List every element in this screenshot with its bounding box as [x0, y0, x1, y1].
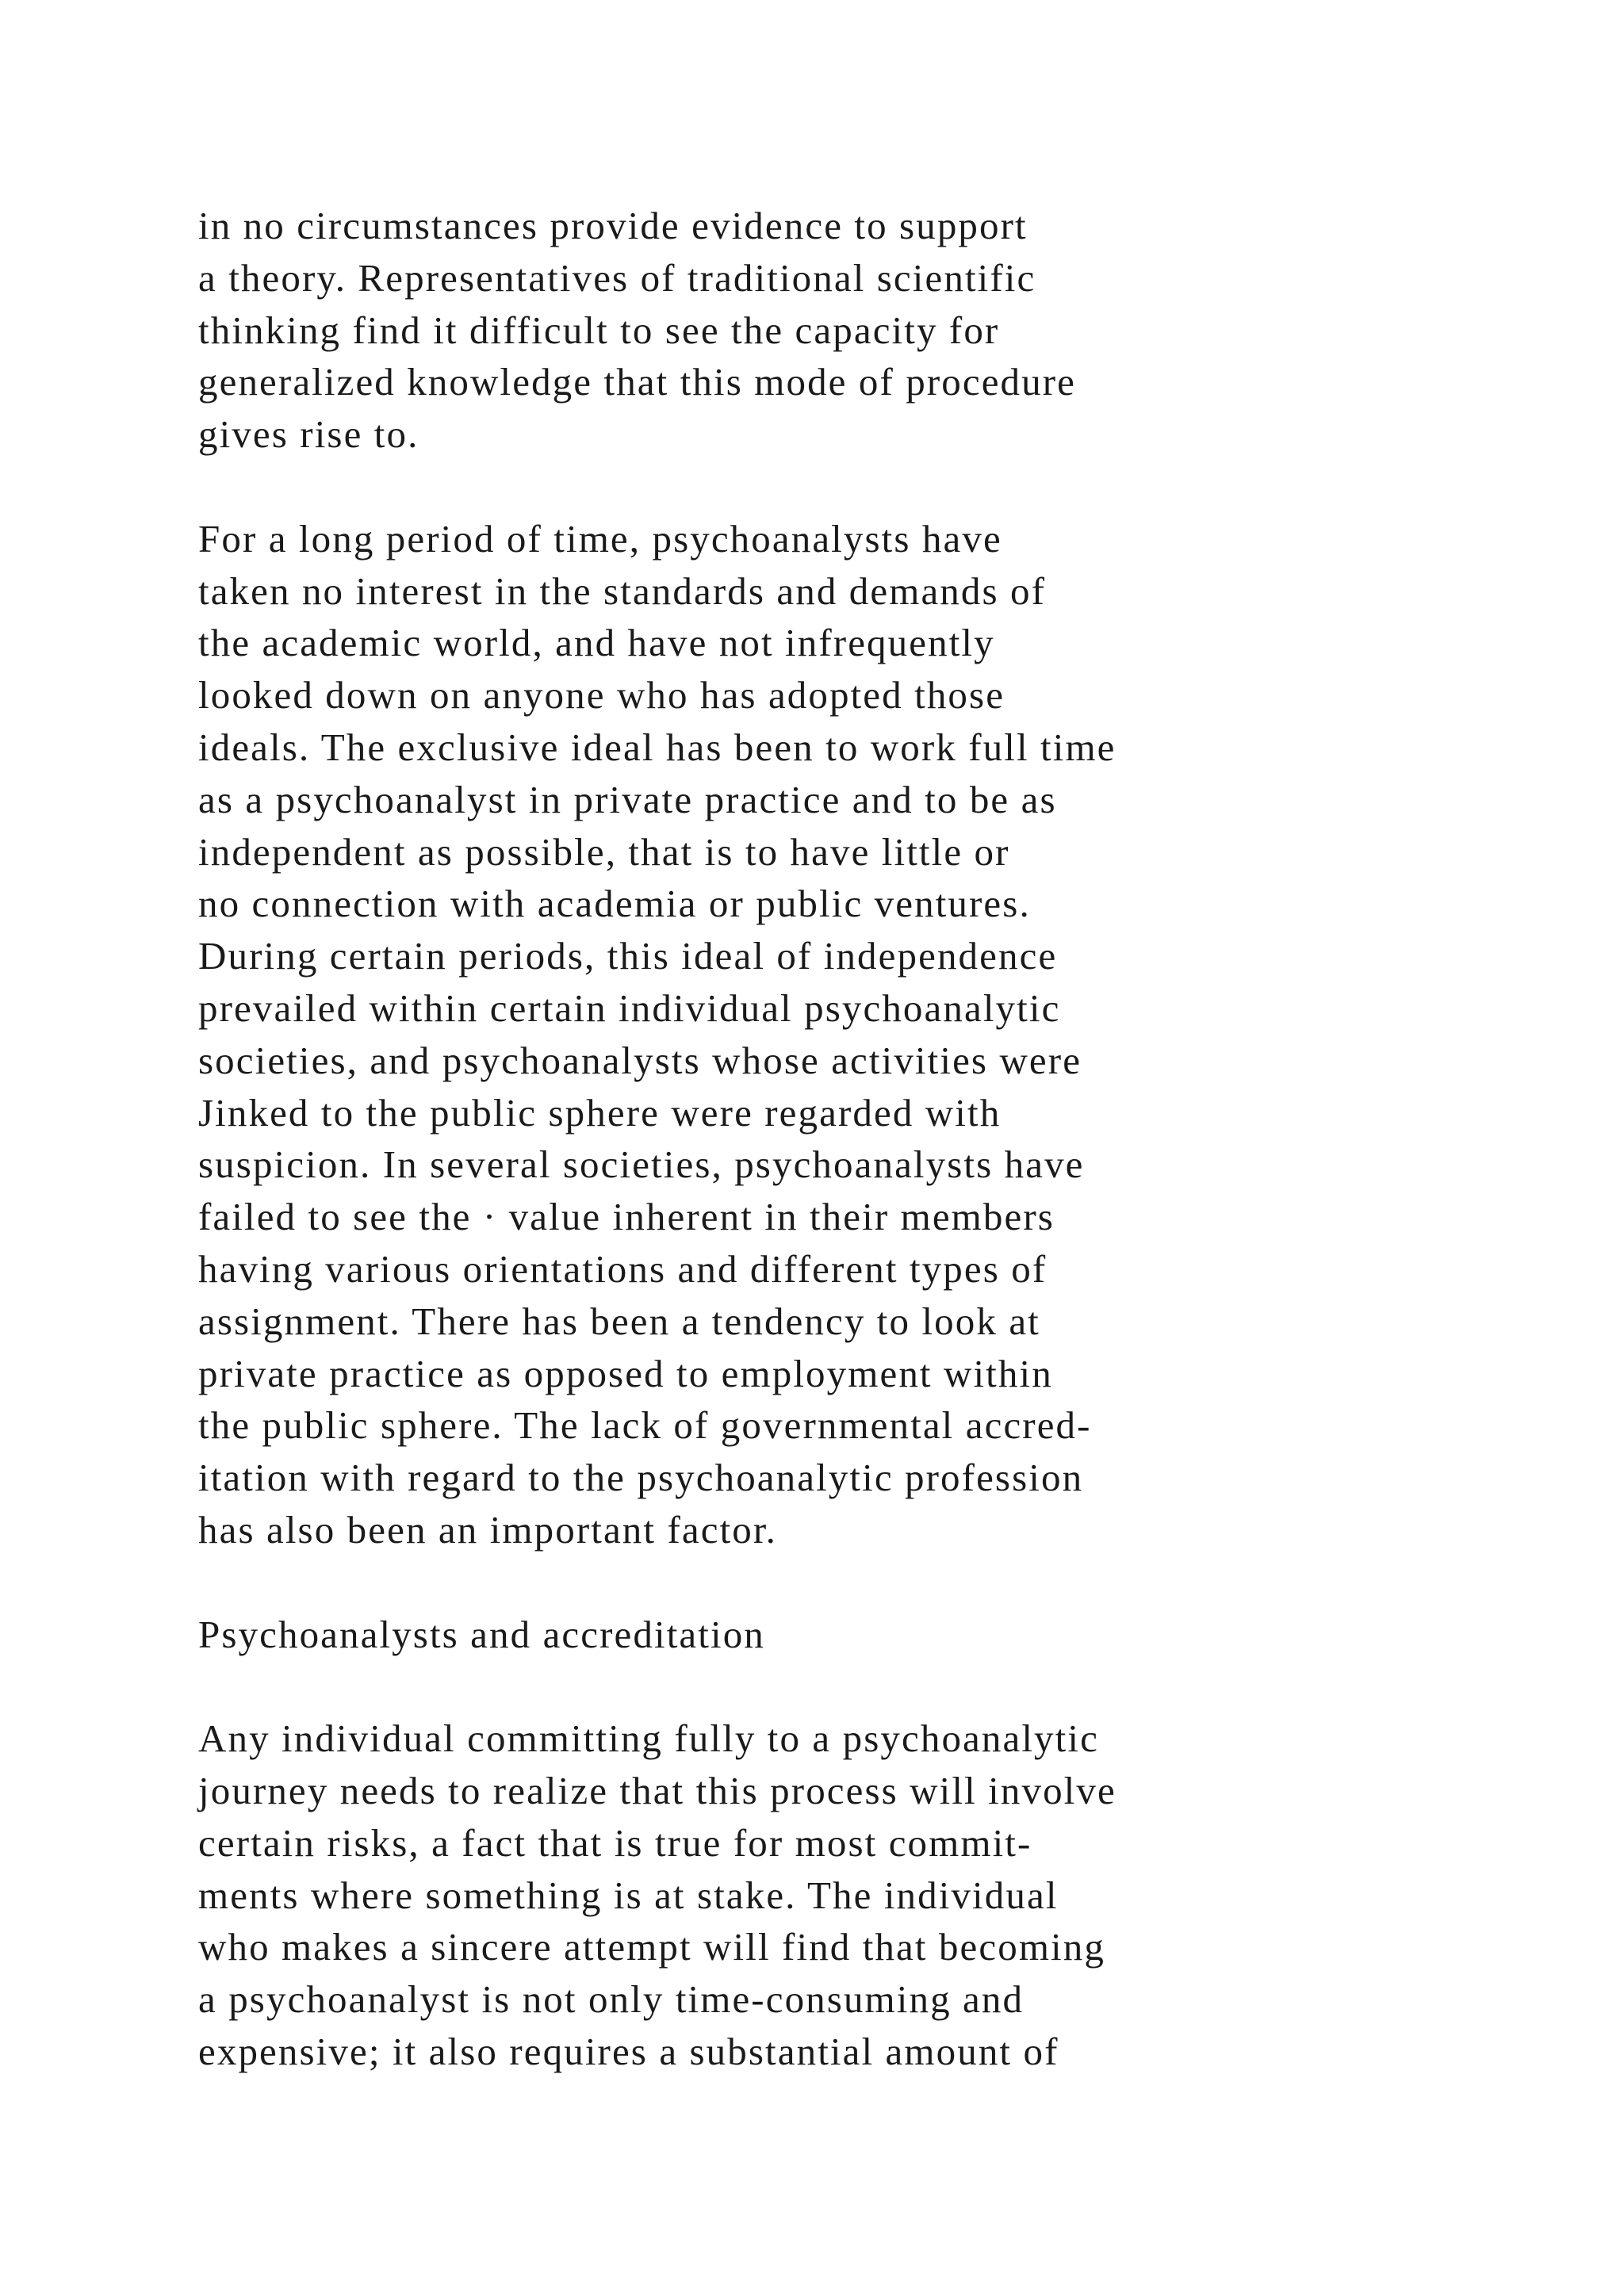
text-line: prevailed within certain individual psychoanalytic [198, 985, 1061, 1030]
text-line: in no circumstances provide evidence to support [198, 204, 1028, 247]
text-line: Any individual committing fully to a psychoanalytic [198, 1716, 1099, 1761]
section-heading: Psychoanalysts and accreditation [198, 1612, 765, 1656]
text-line: societies, and psychoanalysts whose activities were [198, 1038, 1082, 1082]
text-line: generalized knowledge that this mode of procedure [198, 360, 1077, 404]
paragraph [198, 1712, 1467, 2078]
text-line: taken no interest in the standards and demands of [198, 568, 1047, 613]
text-line: a theory. Representatives of traditional scientific [198, 255, 1036, 300]
text-line: During certain periods, this ideal of independence [198, 934, 1058, 978]
text-line: private practice as opposed to employment within [198, 1351, 1053, 1395]
text-line: the academic world, and have not infrequently [198, 621, 995, 665]
paragraph-gap [198, 461, 1467, 513]
text-line: ideals. The exclusive ideal has been to work full time [198, 725, 1116, 769]
text-line: thinking find it difficult to see the capacity for [198, 308, 1000, 352]
text-line: journey needs to realize that this process will involve [198, 1768, 1116, 1812]
text-line: suspicion. In several societies, psychoanalysts have [198, 1142, 1085, 1187]
text-line: failed to see the · value inherent in their members [198, 1195, 1055, 1239]
text-line: gives rise to. [198, 412, 419, 457]
text-line: looked down on anyone who has adopted those [198, 673, 1005, 718]
text-column [198, 200, 1467, 2078]
text-line: For a long period of time, psychoanalysts have [198, 516, 1002, 561]
text-line: assignment. There has been a tendency to look at [198, 1299, 1040, 1343]
text-line: a psychoanalyst is not only time-consuming and [198, 1977, 1025, 2022]
paragraph-gap [198, 1660, 1467, 1712]
text-line: Jinked to the public sphere were regarded with [198, 1090, 1002, 1135]
paragraph [198, 513, 1467, 1556]
text-line: itation with regard to the psychoanalytic profession [198, 1456, 1084, 1500]
text-line: the public sphere. The lack of governmental accred- [198, 1403, 1092, 1448]
text-line: ments where something is at stake. The individual [198, 1873, 1059, 1917]
text-line: independent as possible, that is to have little or [198, 829, 1010, 874]
text-line: who makes a sincere attempt will find that becoming [198, 1925, 1105, 1969]
paragraph [198, 200, 1467, 461]
paragraph-gap [198, 1556, 1467, 1609]
text-line: has also been an important factor. [198, 1507, 777, 1552]
text-line: certain risks, a fact that is true for most commit- [198, 1820, 1032, 1865]
text-line: as a psychoanalyst in private practice and to be as [198, 777, 1057, 821]
text-line: having various orientations and different types of [198, 1246, 1048, 1291]
text-line: expensive; it also requires a substantial amount of [198, 2029, 1059, 2073]
text-line: no connection with academia or public ventures. [198, 882, 1031, 926]
